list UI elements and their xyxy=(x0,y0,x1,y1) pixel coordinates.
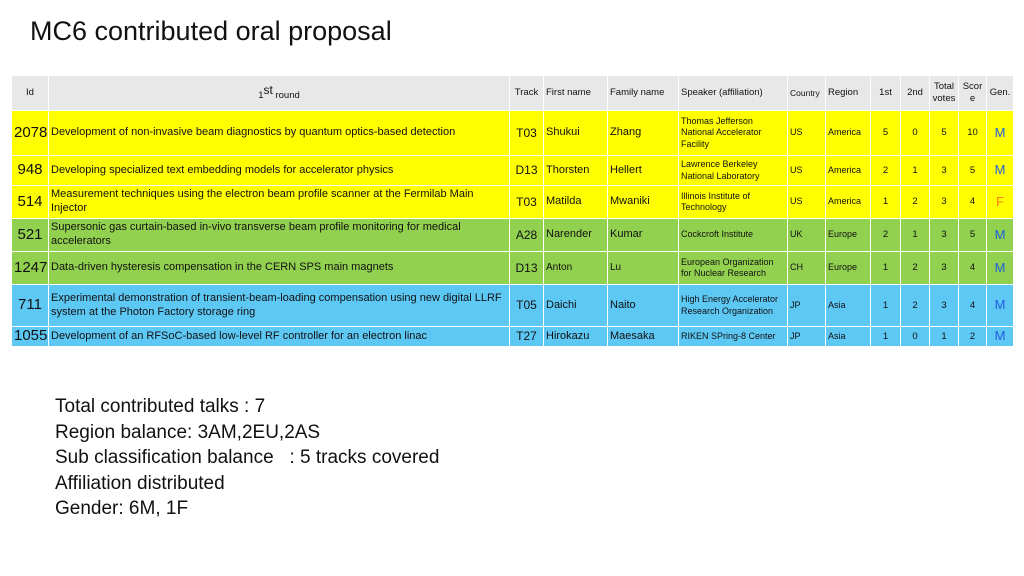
table-row xyxy=(12,186,1014,219)
row-first-name: Shukui xyxy=(544,111,608,156)
row-score: 4 xyxy=(959,252,987,285)
row-country: US xyxy=(788,111,826,156)
col-header-first-name: First name xyxy=(544,76,608,111)
col-header-round: 1st round xyxy=(49,76,510,111)
row-2nd-votes: 0 xyxy=(901,327,930,347)
row-talk-title: Measurement techniques using the electron beam profile scanner at the Fermilab Main Injector xyxy=(49,186,510,219)
row-first-name: Hirokazu xyxy=(544,327,608,347)
row-1st-votes: 5 xyxy=(871,111,901,156)
summary-total-talks: Total contributed talks : 7 xyxy=(55,396,266,417)
row-region: Europe xyxy=(826,219,871,252)
col-header-track: Track xyxy=(510,76,544,111)
col-header-family-name: Family name xyxy=(608,76,679,111)
row-talk-title: Developing specialized text embedding models for accelerator physics xyxy=(49,156,510,186)
row-total-votes: 3 xyxy=(930,252,959,285)
row-score: 5 xyxy=(959,156,987,186)
row-id: 1247 xyxy=(12,252,49,285)
row-family-name: Zhang xyxy=(608,111,679,156)
row-1st-votes: 1 xyxy=(871,285,901,327)
row-id: 2078 xyxy=(12,111,49,156)
row-family-name: Mwaniki xyxy=(608,186,679,219)
row-country: JP xyxy=(788,285,826,327)
row-total-votes: 3 xyxy=(930,156,959,186)
col-header-region: Region xyxy=(826,76,871,111)
row-family-name: Hellert xyxy=(608,156,679,186)
row-id: 514 xyxy=(12,186,49,219)
row-affiliation: Lawrence Berkeley National Laboratory xyxy=(679,156,788,186)
row-region: Asia xyxy=(826,327,871,347)
col-header-2nd: 2nd xyxy=(901,76,930,111)
row-2nd-votes: 2 xyxy=(901,186,930,219)
table-row xyxy=(12,111,1014,156)
row-score: 4 xyxy=(959,186,987,219)
row-gender: M xyxy=(987,219,1014,252)
row-affiliation: Thomas Jefferson National Accelerator Facility xyxy=(679,111,788,156)
row-1st-votes: 1 xyxy=(871,252,901,285)
row-talk-title: Development of an RFSoC-based low-level RF controller for an electron linac xyxy=(49,327,510,347)
col-header-score: Score xyxy=(959,76,987,111)
row-2nd-votes: 1 xyxy=(901,156,930,186)
row-talk-title: Experimental demonstration of transient-beam-loading compensation using new digital LLRF system at the Photon Factory storage ring xyxy=(49,285,510,327)
row-track: D13 xyxy=(510,252,544,285)
row-affiliation: European Organization for Nuclear Research xyxy=(679,252,788,285)
row-total-votes: 3 xyxy=(930,219,959,252)
row-gender: M xyxy=(987,327,1014,347)
row-affiliation: RIKEN SPring-8 Center xyxy=(679,327,788,347)
table-row xyxy=(12,252,1014,285)
row-region: Europe xyxy=(826,252,871,285)
row-id: 521 xyxy=(12,219,49,252)
row-gender: M xyxy=(987,111,1014,156)
row-first-name: Anton xyxy=(544,252,608,285)
row-id: 948 xyxy=(12,156,49,186)
col-header-1st: 1st xyxy=(871,76,901,111)
col-header-speaker: Speaker (affiliation) xyxy=(679,76,788,111)
row-gender: F xyxy=(987,186,1014,219)
row-score: 2 xyxy=(959,327,987,347)
row-total-votes: 1 xyxy=(930,327,959,347)
row-country: CH xyxy=(788,252,826,285)
col-header-gen: Gen. xyxy=(987,76,1014,111)
proposal-table xyxy=(11,75,1014,347)
row-first-name: Thorsten xyxy=(544,156,608,186)
row-total-votes: 5 xyxy=(930,111,959,156)
row-1st-votes: 2 xyxy=(871,156,901,186)
row-region: America xyxy=(826,186,871,219)
row-1st-votes: 1 xyxy=(871,327,901,347)
row-affiliation: High Energy Accelerator Research Organization xyxy=(679,285,788,327)
row-talk-title: Development of non-invasive beam diagnostics by quantum optics-based detection xyxy=(49,111,510,156)
row-total-votes: 3 xyxy=(930,186,959,219)
row-family-name: Kumar xyxy=(608,219,679,252)
row-track: D13 xyxy=(510,156,544,186)
row-gender: M xyxy=(987,156,1014,186)
row-first-name: Narender xyxy=(544,219,608,252)
table-header-row xyxy=(12,76,1014,111)
summary-region-balance: Region balance: 3AM,2EU,2AS xyxy=(55,421,321,443)
table-row xyxy=(12,156,1014,186)
row-family-name: Lu xyxy=(608,252,679,285)
row-score: 5 xyxy=(959,219,987,252)
row-track: T03 xyxy=(510,186,544,219)
row-id: 1055 xyxy=(12,327,49,347)
row-region: America xyxy=(826,111,871,156)
row-total-votes: 3 xyxy=(930,285,959,327)
row-region: Asia xyxy=(826,285,871,327)
row-family-name: Naito xyxy=(608,285,679,327)
row-2nd-votes: 1 xyxy=(901,219,930,252)
row-2nd-votes: 2 xyxy=(901,252,930,285)
row-country: JP xyxy=(788,327,826,347)
summary-affiliation: Affiliation distributed xyxy=(55,472,225,494)
summary-block xyxy=(55,394,439,522)
row-2nd-votes: 2 xyxy=(901,285,930,327)
row-family-name: Maesaka xyxy=(608,327,679,347)
row-1st-votes: 2 xyxy=(871,219,901,252)
table-row xyxy=(12,327,1014,347)
row-country: US xyxy=(788,156,826,186)
row-track: A28 xyxy=(510,219,544,252)
table-row xyxy=(12,219,1014,252)
row-track: T27 xyxy=(510,327,544,347)
row-2nd-votes: 0 xyxy=(901,111,930,156)
row-track: T03 xyxy=(510,111,544,156)
row-gender: M xyxy=(987,285,1014,327)
row-first-name: Matilda xyxy=(544,186,608,219)
row-1st-votes: 1 xyxy=(871,186,901,219)
summary-track-balance: Sub classification balance : 5 tracks covered xyxy=(55,447,440,468)
col-header-total-votes: Total votes xyxy=(930,76,959,111)
row-country: UK xyxy=(788,219,826,252)
row-first-name: Daichi xyxy=(544,285,608,327)
row-region: America xyxy=(826,156,871,186)
row-gender: M xyxy=(987,252,1014,285)
row-affiliation: Cockcroft Institute xyxy=(679,219,788,252)
row-talk-title: Supersonic gas curtain-based in-vivo transverse beam profile monitoring for medical accelerators xyxy=(49,219,510,252)
summary-gender: Gender: 6M, 1F xyxy=(55,498,189,519)
row-affiliation: Illinois Institute of Technology xyxy=(679,186,788,219)
row-score: 10 xyxy=(959,111,987,156)
col-header-country: Country xyxy=(788,76,826,111)
row-id: 711 xyxy=(12,285,49,327)
row-track: T05 xyxy=(510,285,544,327)
row-score: 4 xyxy=(959,285,987,327)
col-header-id: Id xyxy=(12,76,49,111)
row-country: US xyxy=(788,186,826,219)
row-talk-title: Data-driven hysteresis compensation in the CERN SPS main magnets xyxy=(49,252,510,285)
table-row xyxy=(12,285,1014,327)
slide-title: MC6 contributed oral proposal xyxy=(30,16,392,46)
